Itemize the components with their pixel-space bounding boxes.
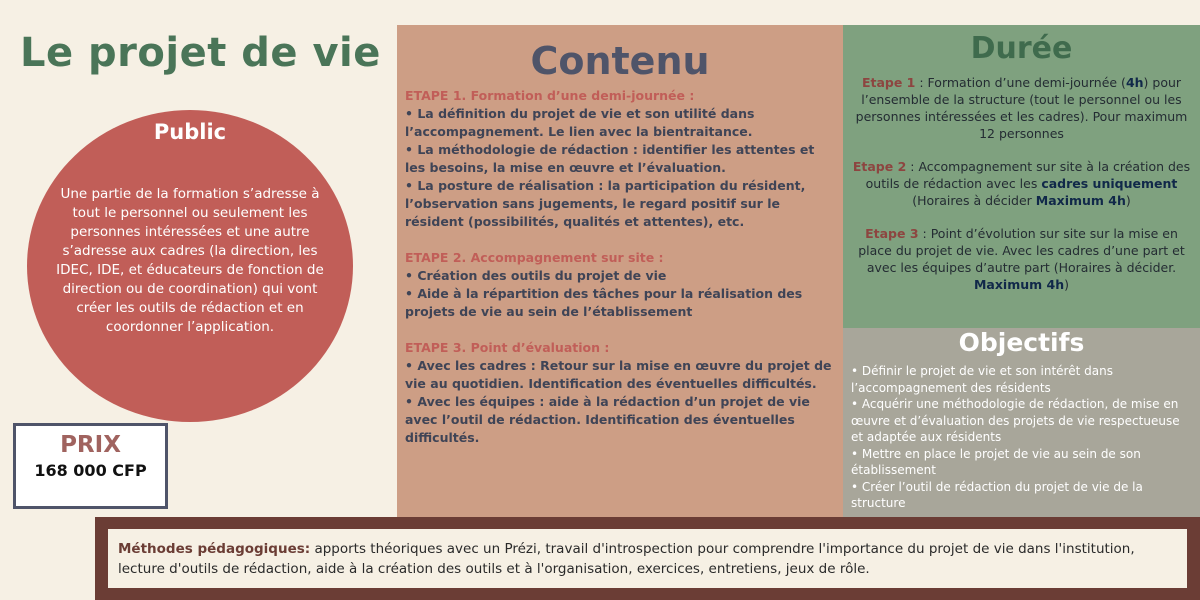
etape1-item: • La définition du projet de vie et son utilité dans l’accompagnement. Le lien avec la bientraitance. bbox=[405, 106, 755, 139]
duree-etape1-text2: ) pour l’ensemble de la structure (tout le personnel ou les personnes intéressées et les cadres). Pour maximum 12 personnes bbox=[855, 75, 1188, 141]
objectifs-panel bbox=[843, 328, 1200, 518]
methodes-label: Méthodes pédagogiques: bbox=[118, 541, 311, 557]
objectifs-heading: Objectifs bbox=[958, 328, 1085, 357]
duree-etape3-text: : Point d’évolution sur site sur la mise en place du projet de vie. Avec les cadres d’une part et avec les équipes d’autre part (Horaires à décider. bbox=[858, 226, 1185, 275]
etape1-title: ETAPE 1. Formation d’une demi-journée : bbox=[405, 88, 695, 103]
objectif-item: • Créer l’outil de rédaction du projet de vie de la structure bbox=[851, 479, 1143, 510]
etape2-title: ETAPE 2. Accompagnement sur site : bbox=[405, 250, 664, 265]
duree-etape1 bbox=[851, 74, 1192, 142]
objectif-item: • Définir le projet de vie et son intérêt dans l’accompagnement des résidents bbox=[851, 364, 1113, 395]
price-box bbox=[13, 423, 168, 509]
duree-etape3 bbox=[851, 225, 1192, 293]
duree-etape2-text3: ) bbox=[1125, 193, 1131, 208]
page-title: Le projet de vie bbox=[20, 30, 381, 76]
etape1-item: • La méthodologie de rédaction : identifier les attentes et les besoins, la mise en œuvre et l’évaluation. bbox=[405, 142, 815, 175]
etape1-item: • La posture de réalisation : la participation du résident, l’observation sans jugements, le regard positif sur le résident (possibilités, qualités et attentes), etc. bbox=[405, 178, 806, 229]
etape3-item: • Avec les cadres : Retour sur la mise en œuvre du projet de vie au quotidien. Identification des éventuelles difficultés. bbox=[405, 358, 832, 391]
duree-heading: Durée bbox=[970, 31, 1073, 66]
price-label: PRIX bbox=[60, 432, 121, 458]
objectif-item: • Mettre en place le projet de vie au sein de son établissement bbox=[851, 446, 1141, 477]
duree-etape2-label: Etape 2 bbox=[852, 159, 907, 174]
etape3-item: • Avec les équipes : aide à la rédaction d’un projet de vie avec l’outil de rédaction. Identification des éventuelles difficultés. bbox=[405, 394, 810, 445]
methodes-text: apports théoriques avec un Prézi, travail d'introspection pour comprendre l'importance du projet de vie dans l'institution, lecture d'outils de rédaction, aide à la création des outils et à l'organisation, exercices, entretiens, jeux de rôle. bbox=[118, 541, 1135, 577]
duree-etape3-max: Maximum 4h bbox=[973, 277, 1065, 292]
public-circle bbox=[27, 110, 353, 422]
methodes-banner bbox=[95, 517, 1200, 600]
contenu-panel bbox=[397, 25, 843, 518]
duree-etape2-bold: cadres uniquement bbox=[1041, 176, 1178, 191]
duree-etape2 bbox=[851, 158, 1192, 209]
duree-etape3-text2: ) bbox=[1064, 277, 1069, 292]
contenu-heading: Contenu bbox=[530, 39, 710, 83]
duree-etape2-max: Maximum 4h bbox=[1035, 193, 1126, 208]
etape3-title: ETAPE 3. Point d’évaluation : bbox=[405, 340, 610, 355]
public-heading: Public bbox=[153, 120, 227, 144]
etape2-item: • Création des outils du projet de vie bbox=[405, 268, 667, 283]
duree-etape1-hours: 4h bbox=[1125, 75, 1144, 90]
public-text: Une partie de la formation s’adresse à tout le personnel ou seulement les personnes intéressées et une autre s’adresse aux cadres (la direction, les IDEC, IDE, et éducateurs de fonction de direction ou de coordination) qui vont créer les outils de rédaction et en coordonner l’application. bbox=[56, 186, 324, 335]
objectif-item: • Acquérir une méthodologie de rédaction, de mise en œuvre et d’évaluation des projets de vie respectueuse et adaptée aux résidents bbox=[851, 397, 1180, 444]
duree-etape1-label: Etape 1 bbox=[861, 75, 916, 90]
duree-panel bbox=[843, 25, 1200, 328]
duree-etape2-text2: (Horaires à décider bbox=[912, 193, 1036, 208]
methodes-box bbox=[108, 529, 1187, 588]
duree-etape3-label: Etape 3 bbox=[865, 226, 919, 241]
duree-etape2-text: : Accompagnement sur site à la création des outils de rédaction avec les bbox=[865, 159, 1191, 191]
duree-etape1-text: : Formation d’une demi-journée ( bbox=[915, 75, 1126, 90]
price-value: 168 000 CFP bbox=[34, 461, 147, 480]
etape2-item: • Aide à la répartition des tâches pour la réalisation des projets de vie au sein de l’établissement bbox=[405, 286, 803, 319]
